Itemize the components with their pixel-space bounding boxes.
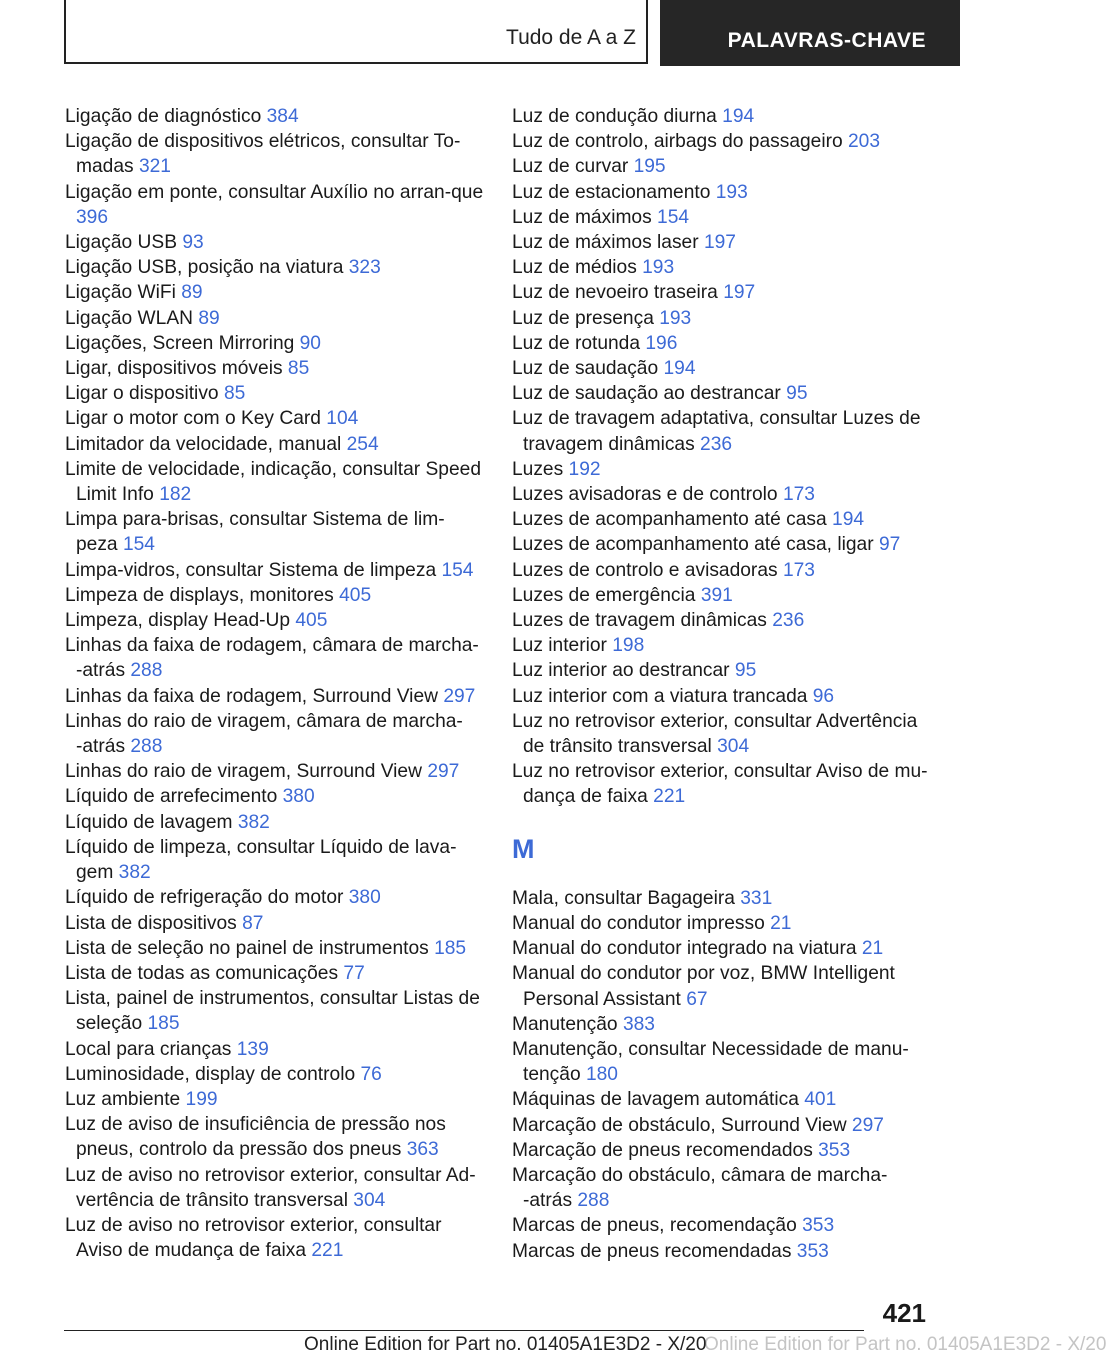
entry-term: Ligação WiFi — [65, 282, 176, 304]
page-reference-link[interactable]: 192 — [568, 458, 601, 480]
entry-term: Luz de curvar — [512, 156, 629, 178]
page-reference-link[interactable]: 203 — [848, 131, 881, 153]
index-entry — [512, 482, 932, 507]
index-entry — [65, 608, 485, 633]
index-entry — [512, 1138, 932, 1163]
entry-term: Linhas do raio de viragem, Surround View — [65, 761, 422, 783]
page-reference-link[interactable]: 194 — [832, 509, 865, 531]
index-entry — [65, 104, 485, 129]
page-reference-link[interactable]: 297 — [443, 685, 476, 707]
watermark: Online Edition for Part no. 01405A1E3D2 - X/20 — [704, 1334, 1106, 1355]
entry-term: Limite de velocidade, indicação, consultar Speed Limit Info — [65, 458, 481, 506]
index-entry — [512, 532, 932, 557]
index-entry — [65, 961, 485, 986]
page-reference-link[interactable]: 195 — [633, 156, 666, 178]
index-entry — [65, 457, 485, 507]
page-reference-link[interactable]: 104 — [326, 408, 359, 430]
entry-term: Luz de saudação — [512, 358, 659, 380]
index-entry — [65, 381, 485, 406]
page-reference-link[interactable]: 197 — [723, 282, 756, 304]
page-reference-link[interactable]: 236 — [700, 433, 733, 455]
entry-term: Ligação USB — [65, 232, 177, 254]
entry-term: Luzes de acompanhamento até casa, ligar — [512, 534, 874, 556]
page-reference-link[interactable]: 85 — [287, 358, 310, 380]
page-reference-link[interactable]: 194 — [722, 106, 755, 127]
page-reference-link[interactable]: 353 — [818, 1139, 851, 1161]
entry-term: Marcação de obstáculo, Surround View — [512, 1114, 847, 1136]
page-reference-link[interactable]: 288 — [130, 660, 163, 682]
page-reference-link[interactable]: 323 — [348, 257, 381, 279]
page-reference-link[interactable]: 382 — [237, 811, 270, 833]
page-reference-link[interactable]: 199 — [185, 1088, 218, 1110]
index-entry — [512, 230, 932, 255]
chapter-title: Tudo de A a Z — [506, 26, 636, 49]
index-entry — [512, 457, 932, 482]
page-reference-link[interactable]: 185 — [147, 1013, 180, 1035]
page-reference-link[interactable]: 89 — [181, 282, 203, 304]
page-reference-link[interactable]: 363 — [406, 1139, 439, 1161]
index-entry — [65, 936, 485, 961]
entry-term: Ligação USB, posição na viatura — [65, 257, 344, 279]
page-reference-link[interactable]: 173 — [782, 559, 815, 581]
page-reference-link[interactable]: 96 — [812, 685, 835, 707]
index-entry — [512, 961, 932, 1011]
page-reference-link[interactable]: 383 — [622, 1013, 655, 1035]
entry-term: Ligar, dispositivos móveis — [65, 358, 283, 380]
index-entry — [65, 331, 485, 356]
entry-term: Luz de rotunda — [512, 332, 641, 354]
page-reference-link[interactable]: 196 — [645, 332, 678, 354]
page-reference-link[interactable]: 254 — [346, 433, 379, 455]
letter-m-entries — [512, 886, 932, 1264]
index-entry — [65, 633, 485, 683]
index-entry — [65, 280, 485, 305]
page-reference-link[interactable]: 236 — [772, 610, 805, 632]
index-entry — [512, 381, 932, 406]
entry-term: Luz de máximos — [512, 206, 652, 228]
letter-l-entries — [512, 104, 932, 810]
entry-term: Linhas da faixa de rodagem, câmara de marcha-‑atrás — [65, 635, 479, 682]
entry-term: Luz interior — [512, 635, 607, 657]
index-entry — [512, 255, 932, 280]
page-reference-link[interactable]: 382 — [118, 862, 151, 884]
index-entry — [512, 936, 932, 961]
entry-term: Limpeza, display Head-Up — [65, 610, 291, 632]
index-entry — [65, 255, 485, 280]
entry-term: Lista de todas as comunicações — [65, 962, 339, 984]
entry-term: Mala, consultar Bagageira — [512, 887, 735, 909]
entry-term: Luz de condução diurna — [512, 106, 717, 127]
index-entry — [65, 759, 485, 784]
entry-term: Máquinas de lavagem automática — [512, 1089, 799, 1111]
entry-term: Limitador da velocidade, manual — [65, 433, 342, 455]
index-entry — [65, 1062, 485, 1087]
index-entry — [512, 306, 932, 331]
index-entry — [512, 507, 932, 532]
entry-term: Luz no retrovisor exterior, consultar Aviso de mu-dança de faixa — [512, 761, 928, 808]
index-column-left — [65, 104, 485, 1263]
page-reference-link[interactable]: 154 — [122, 534, 155, 556]
entry-term: Luz de estacionamento — [512, 181, 711, 203]
index-entry — [512, 558, 932, 583]
index-entry — [512, 1087, 932, 1112]
index-entry — [512, 280, 932, 305]
index-entry — [65, 129, 485, 179]
index-entry — [512, 180, 932, 205]
entry-term: Líquido de refrigeração do motor — [65, 887, 344, 909]
entry-term: Luz de controlo, airbags do passageiro — [512, 131, 843, 153]
page-reference-link[interactable]: 331 — [740, 887, 773, 909]
index-entry — [512, 1163, 932, 1213]
index-entry — [512, 331, 932, 356]
page-number: 421 — [882, 1298, 926, 1328]
entry-term: Ligar o dispositivo — [65, 383, 219, 405]
entry-term: Líquido de arrefecimento — [65, 786, 278, 808]
page-reference-link[interactable]: 396 — [76, 206, 109, 228]
entry-term: Lista, painel de instrumentos, consultar Listas de seleção — [65, 988, 480, 1035]
entry-term: Luzes de acompanhamento até casa — [512, 509, 827, 531]
index-entry — [65, 230, 485, 255]
page-reference-link[interactable]: 353 — [802, 1215, 835, 1237]
page-reference-link[interactable]: 288 — [130, 736, 163, 758]
index-entry — [65, 684, 485, 709]
index-column-right — [512, 104, 932, 1264]
entry-term: Ligação de diagnóstico — [65, 106, 262, 127]
page-reference-link[interactable]: 193 — [642, 257, 675, 279]
page-reference-link[interactable]: 154 — [657, 206, 690, 228]
entry-term: Lista de seleção no painel de instrumentos — [65, 937, 429, 959]
index-entry — [512, 1239, 932, 1264]
entry-term: Luz de aviso no retrovisor exterior, consultar Aviso de mudança de faixa — [65, 1214, 442, 1262]
page-reference-link[interactable]: 193 — [659, 307, 692, 329]
index-entry — [65, 558, 485, 583]
entry-term: Líquido de lavagem — [65, 811, 233, 833]
page-reference-link[interactable]: 87 — [242, 912, 264, 934]
index-entry — [65, 784, 485, 809]
index-entry — [65, 709, 485, 759]
entry-term: Ligação em ponte, consultar Auxílio no arran-que — [65, 181, 484, 203]
index-entry — [512, 658, 932, 683]
index-entry — [512, 583, 932, 608]
index-entry — [512, 406, 932, 456]
entry-term: Manutenção — [512, 1013, 618, 1035]
entry-term: Luz de máximos laser — [512, 232, 699, 254]
page-reference-link[interactable]: 304 — [353, 1189, 386, 1211]
index-entry — [65, 810, 485, 835]
page-reference-link[interactable]: 89 — [198, 307, 220, 329]
page-reference-link[interactable]: 154 — [441, 559, 474, 581]
footer-divider — [64, 1330, 864, 1331]
page-reference-link[interactable]: 321 — [138, 156, 171, 178]
entry-term: Ligação WLAN — [65, 307, 193, 329]
entry-term: Lista de dispositivos — [65, 912, 237, 934]
entry-term: Luzes avisadoras e de controlo — [512, 484, 778, 506]
page-reference-link[interactable]: 193 — [715, 181, 748, 203]
entry-term: Luz interior ao destrancar — [512, 660, 730, 682]
index-entry — [65, 432, 485, 457]
entry-term: Luz de presença — [512, 307, 654, 329]
page-reference-link[interactable]: 77 — [343, 962, 365, 984]
page-reference-link[interactable]: 353 — [796, 1240, 829, 1262]
entry-term: Limpa-vidros, consultar Sistema de limpeza — [65, 559, 437, 581]
index-entry — [512, 759, 932, 809]
page-reference-link[interactable]: 67 — [686, 988, 708, 1010]
index-entry — [512, 1213, 932, 1238]
entry-term: Luz interior com a viatura trancada — [512, 685, 808, 707]
page-reference-link[interactable]: 221 — [653, 786, 686, 808]
entry-term: Luz de médios — [512, 257, 637, 279]
entry-term: Limpeza de displays, monitores — [65, 584, 334, 606]
index-entry — [512, 1037, 932, 1087]
page-reference-link[interactable]: 139 — [236, 1038, 269, 1060]
page-reference-link[interactable]: 384 — [266, 106, 299, 127]
index-entry — [65, 356, 485, 381]
entry-term: Luzes de emergência — [512, 584, 696, 606]
page-reference-link[interactable]: 380 — [282, 786, 315, 808]
index-entry — [512, 356, 932, 381]
entry-term: Luzes — [512, 458, 564, 480]
page-reference-link[interactable]: 90 — [299, 332, 321, 354]
index-entry — [512, 886, 932, 911]
index-entry — [512, 709, 932, 759]
entry-term: Manual do condutor integrado na viatura — [512, 938, 857, 960]
index-entry — [65, 406, 485, 431]
index-entry — [65, 885, 485, 910]
index-entry — [65, 911, 485, 936]
page-reference-link[interactable]: 304 — [717, 736, 750, 758]
entry-term: Luzes de controlo e avisadoras — [512, 559, 778, 581]
entry-term: Luz de aviso no retrovisor exterior, consultar Ad-vertência de trânsito transversal — [65, 1164, 476, 1211]
page-reference-link[interactable]: 95 — [734, 660, 757, 682]
page-reference-link[interactable]: 97 — [878, 534, 901, 556]
entry-term: Marcação de pneus recomendados — [512, 1139, 813, 1161]
entry-term: Luz de aviso de insuficiência de pressão nos pneus, controlo da pressão dos pneus — [65, 1114, 446, 1161]
page-reference-link[interactable]: 221 — [311, 1240, 344, 1262]
page-reference-link[interactable]: 182 — [159, 484, 192, 506]
page-reference-link[interactable]: 21 — [861, 938, 884, 960]
page-reference-link[interactable]: 93 — [182, 232, 204, 254]
entry-term: Limpa para-brisas, consultar Sistema de lim-peza — [65, 509, 445, 556]
page-reference-link[interactable]: 198 — [612, 635, 645, 657]
entry-term: Manual do condutor impresso — [512, 912, 765, 934]
page-reference-link[interactable]: 288 — [577, 1190, 610, 1212]
page-reference-link[interactable]: 297 — [851, 1114, 884, 1136]
index-entry — [512, 104, 932, 129]
entry-term: Ligações, Screen Mirroring — [65, 332, 295, 354]
page-reference-link[interactable]: 197 — [703, 232, 736, 254]
index-entry — [65, 1037, 485, 1062]
index-entry — [65, 1112, 485, 1162]
index-entry — [65, 1213, 485, 1263]
index-entry — [512, 154, 932, 179]
footer-edition: Online Edition for Part no. 01405A1E3D2 - X/20 — [304, 1334, 707, 1355]
index-entry — [512, 633, 932, 658]
entry-term: Linhas da faixa de rodagem, Surround View — [65, 685, 438, 707]
page-reference-link[interactable]: 185 — [434, 937, 467, 959]
entry-term: Luminosidade, display de controlo — [65, 1063, 356, 1085]
entry-term: Marcação do obstáculo, câmara de marcha-‑atrás — [512, 1164, 888, 1212]
entry-term: Luz de nevoeiro traseira — [512, 282, 718, 304]
index-entry — [512, 608, 932, 633]
entry-term: Marcas de pneus recomendadas — [512, 1240, 792, 1262]
page-reference-link[interactable]: 405 — [339, 584, 372, 606]
entry-term: Luz no retrovisor exterior, consultar Advertência de trânsito transversal — [512, 710, 918, 758]
section-tab: PALAVRAS-CHAVE — [660, 0, 960, 66]
index-entry — [65, 986, 485, 1036]
entry-term: Local para crianças — [65, 1038, 232, 1060]
page-reference-link[interactable]: 297 — [427, 761, 460, 783]
entry-term: Luz de travagem adaptativa, consultar Luzes de travagem dinâmicas — [512, 408, 921, 455]
index-entry — [65, 1163, 485, 1213]
index-entry — [512, 129, 932, 154]
index-entry — [512, 911, 932, 936]
index-entry — [512, 1113, 932, 1138]
index-entry — [512, 205, 932, 230]
entry-term: Ligação de dispositivos elétricos, consultar To-madas — [65, 131, 461, 178]
page-reference-link[interactable]: 405 — [295, 610, 328, 632]
page-reference-link[interactable]: 401 — [804, 1089, 837, 1111]
index-entry — [65, 835, 485, 885]
index-entry — [512, 1012, 932, 1037]
entry-term: Ligar o motor com o Key Card — [65, 408, 321, 430]
page-reference-link[interactable]: 173 — [782, 484, 815, 506]
entry-term: Manutenção, consultar Necessidade de manu-tenção — [512, 1038, 909, 1086]
page-reference-link[interactable]: 194 — [663, 358, 696, 380]
entry-term: Luz de saudação ao destrancar — [512, 383, 781, 405]
page-reference-link[interactable]: 380 — [348, 887, 381, 909]
entry-term: Marcas de pneus, recomendação — [512, 1215, 797, 1237]
index-entry — [65, 583, 485, 608]
entry-term: Luz ambiente — [65, 1088, 181, 1110]
entry-term: Manual do condutor por voz, BMW Intelligent Personal Assistant — [512, 963, 895, 1010]
page-reference-link[interactable]: 391 — [700, 584, 733, 606]
entry-term: Líquido de limpeza, consultar Líquido de lava-gem — [65, 836, 457, 884]
page-reference-link[interactable]: 85 — [223, 383, 246, 405]
index-entry — [512, 684, 932, 709]
index-entry — [65, 180, 485, 230]
page-reference-link[interactable]: 76 — [360, 1063, 382, 1085]
page-reference-link[interactable]: 180 — [585, 1064, 618, 1086]
index-entry — [65, 507, 485, 557]
entry-term: Luzes de travagem dinâmicas — [512, 610, 767, 632]
section-letter-m: M — [512, 833, 535, 864]
entry-term: Linhas do raio de viragem, câmara de marcha-‑atrás — [65, 710, 463, 758]
index-entry — [65, 306, 485, 331]
index-entry — [65, 1087, 485, 1112]
page-reference-link[interactable]: 21 — [770, 912, 792, 934]
page-reference-link[interactable]: 95 — [786, 383, 808, 405]
